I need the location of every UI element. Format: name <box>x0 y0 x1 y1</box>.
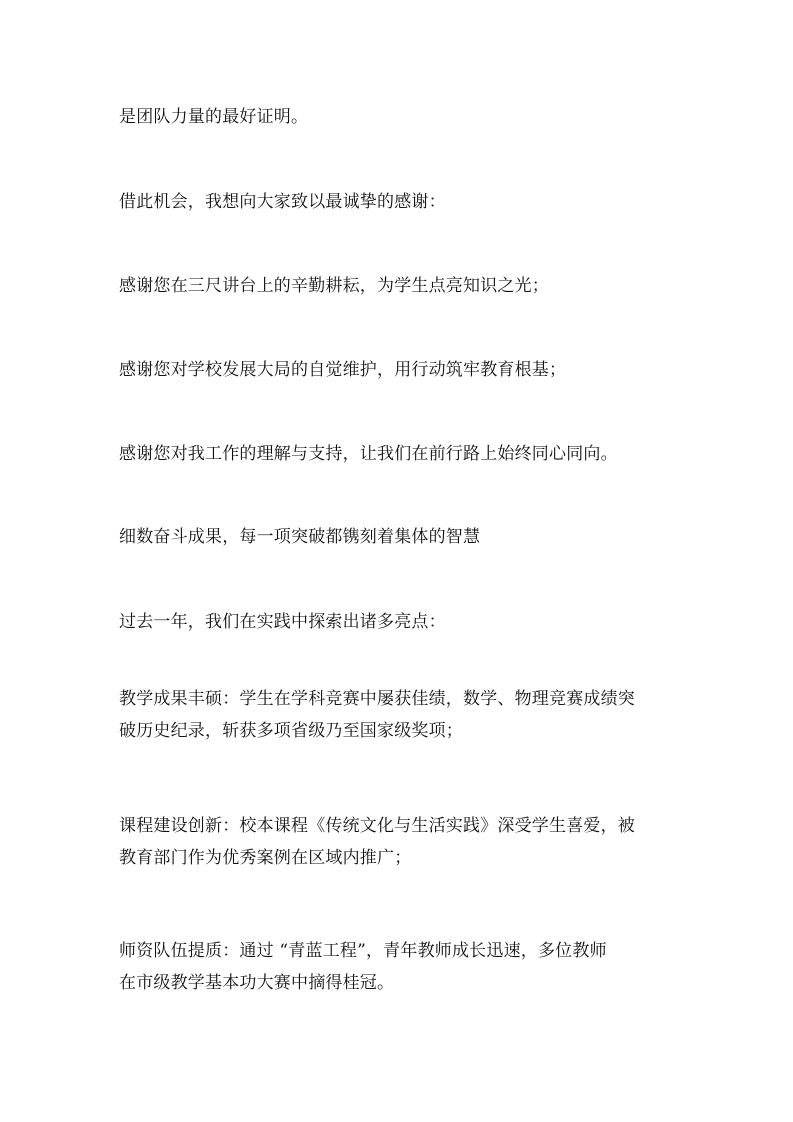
paragraph-thanks-teaching <box>119 270 679 302</box>
paragraph-line: 借此机会，我想向大家致以最诚挚的感谢： <box>119 192 446 212</box>
paragraph-line: 感谢您在三尺讲台上的辛勤耕耘，为学生点亮知识之光； <box>119 276 549 296</box>
paragraph-line: 细数奋斗成果，每一项突破都镌刻着集体的智慧 <box>119 527 481 547</box>
paragraph-line: 感谢您对我工作的理解与支持，让我们在前行路上始终同心同向。 <box>119 444 618 464</box>
paragraph-line: 教育部门作为优秀案例在区域内推广； <box>119 848 412 868</box>
paragraph-thanks-intro <box>119 186 679 218</box>
paragraph-line: 教学成果丰硕：学生在学科竞赛中屡获佳绩，数学、物理竞赛成绩突 <box>119 689 635 709</box>
paragraph-team-proof <box>119 101 679 133</box>
paragraph-line: 课程建设创新：校本课程《传统文化与生活实践》深受学生喜爱，被 <box>119 816 635 836</box>
paragraph-line: 在市级教学基本功大赛中摘得桂冠。 <box>119 973 395 993</box>
paragraph-achievements-heading <box>119 521 679 553</box>
paragraph-line: 师资队伍提质：通过 “青蓝工程”，青年教师成长迅速，多位教师 <box>119 941 607 961</box>
paragraph-thanks-support <box>119 438 679 470</box>
paragraph-teaching-results <box>119 683 679 747</box>
paragraph-line: 过去一年，我们在实践中探索出诸多亮点： <box>119 612 446 632</box>
paragraph-teacher-development <box>119 935 679 999</box>
paragraph-thanks-school <box>119 354 679 386</box>
paragraph-curriculum-innovation <box>119 810 679 874</box>
paragraph-line: 破历史纪录，斩获多项省级乃至国家级奖项； <box>119 721 463 741</box>
paragraph-line: 感谢您对学校发展大局的自觉维护，用行动筑牢教育根基； <box>119 360 567 380</box>
paragraph-line: 是团队力量的最好证明。 <box>119 107 309 127</box>
paragraph-highlights-intro <box>119 606 679 638</box>
